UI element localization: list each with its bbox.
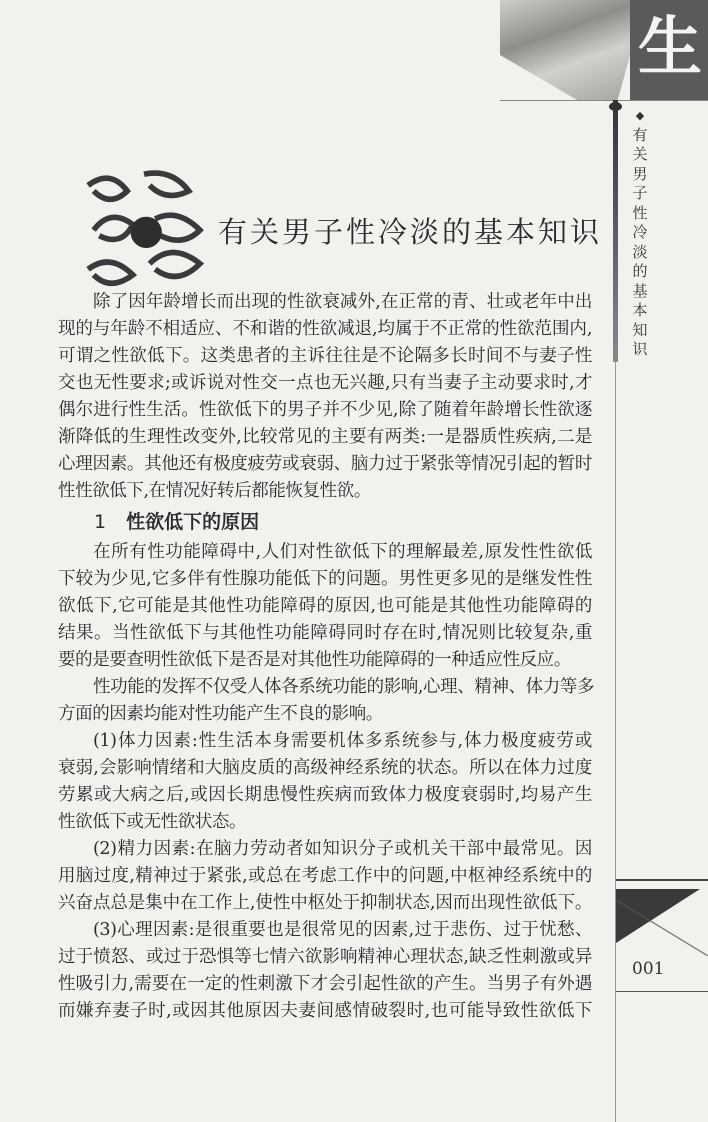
text-line: 方面的因素均能对性功能产生不良的影响。	[58, 704, 383, 724]
text-line: 性吸引力,需要在一定的性刺激下才会引起性欲的产生。当男子有外遇	[58, 974, 592, 994]
paragraph-psychological-factor	[58, 917, 592, 1025]
text-line: 要的是要查明性欲低下是否是对其他性功能障碍的一种适应性反应。	[58, 650, 571, 670]
section-heading	[58, 505, 592, 539]
text-line: 除了因年龄增长而出现的性欲衰减外,在正常的青、壮或老年中出	[93, 292, 592, 312]
running-header-vertical	[630, 106, 650, 360]
text-line: 心理因素。其他还有极度疲劳或衰弱、脑力过于紧张等情况引起的暂时	[58, 454, 592, 474]
text-line: (3)心理因素:是很重要也是很常见的因素,过于悲伤、过于忧愁、	[93, 920, 592, 940]
text-line: 现的与年龄不相适应、不和谐的性欲减退,均属于不正常的性欲范围内,	[58, 319, 592, 339]
fan-illustration	[500, 0, 640, 100]
text-line: 下较为少见,它多伴有性腺功能低下的问题。男性更多见的是继发性性	[58, 569, 592, 589]
corner-calligraphy-block	[630, 0, 708, 100]
text-line: 结果。当性欲低下与其他性功能障碍同时存在时,情况则比较复杂,重	[58, 623, 592, 643]
calligraphy-glyph: 生	[638, 10, 702, 85]
section-heading-text: 性欲低下的原因	[126, 511, 260, 533]
text-line: (1)体力因素:性生活本身需要机体多系统参与,体力极度疲劳或	[93, 731, 592, 751]
ornament-icon	[74, 163, 214, 295]
page-number: 001	[632, 959, 665, 979]
text-line: (2)精力因素:在脑力劳动者如知识分子或机关干部中最常见。因	[93, 839, 592, 859]
text-line: 交也无性要求;或诉说对性交一点也无兴趣,只有当妻子主动要求时,才	[58, 373, 592, 393]
section-number: 1	[94, 511, 107, 533]
page-number-rule	[616, 991, 708, 992]
text-line: 在所有性功能障碍中,人们对性欲低下的理解最差,原发性性欲低	[93, 542, 592, 562]
header-divider	[500, 100, 708, 101]
text-line: 而嫌弃妻子时,或因其他原因夫妻间感情破裂时,也可能导致性欲低下	[58, 1001, 592, 1021]
page-tab-rule	[616, 879, 708, 881]
body-text	[58, 289, 595, 1025]
text-line: 偶尔进行性生活。性欲低下的男子并不少见,除了随着年龄增长性欲逐	[58, 400, 592, 420]
text-line: 可谓之性欲低下。这类患者的主诉往往是不论隔多长时间不与妻子性	[58, 346, 592, 366]
paragraph-causes	[58, 539, 592, 674]
text-line: 性功能的发挥不仅受人体各系统功能的影响,心理、精神、体力等多	[93, 677, 595, 697]
text-line: 用脑过度,精神过于紧张,或总在考虑工作中的问题,中枢神经系统中的	[58, 866, 592, 886]
text-line: 兴奋点总是集中在工作上,使性中枢处于抑制状态,因而出现性欲低下。	[58, 893, 592, 913]
margin-rule	[615, 362, 616, 1122]
text-line: 欲低下,它可能是其他性功能障碍的原因,也可能是其他性功能障碍的	[58, 596, 592, 616]
paragraph-physical-factor	[58, 728, 592, 836]
running-header-text: 有关男子性冷淡的基本知识	[632, 125, 648, 358]
paragraph-factors-intro	[58, 674, 595, 728]
text-line: 渐降低的生理性改变外,比较常见的主要有两类:一是器质性疾病,二是	[58, 427, 592, 447]
text-line: 过于愤怒、或过于恐惧等七情六欲影响精神心理状态,缺乏性刺激或异	[58, 947, 592, 967]
text-line: 性欲低下或无性欲状态。	[58, 812, 247, 832]
diamond-icon: ◆	[635, 109, 645, 122]
paragraph-mental-factor	[58, 836, 592, 917]
paragraph-intro	[58, 289, 592, 505]
chapter-title: 有关男子性冷淡的基本知识	[218, 215, 603, 249]
page-tab-diagonal	[616, 900, 708, 956]
text-line: 衰弱,会影响情绪和大脑皮质的高级神经系统的状态。所以在体力过度	[58, 758, 592, 778]
tassel-knot-decoration	[609, 102, 622, 111]
text-line: 性性欲低下,在情况好转后都能恢复性欲。	[58, 481, 371, 501]
tassel-rod-decoration	[613, 100, 618, 362]
text-line: 劳累或大病之后,或因长期患慢性疾病而致体力极度衰弱时,均易产生	[58, 785, 592, 805]
